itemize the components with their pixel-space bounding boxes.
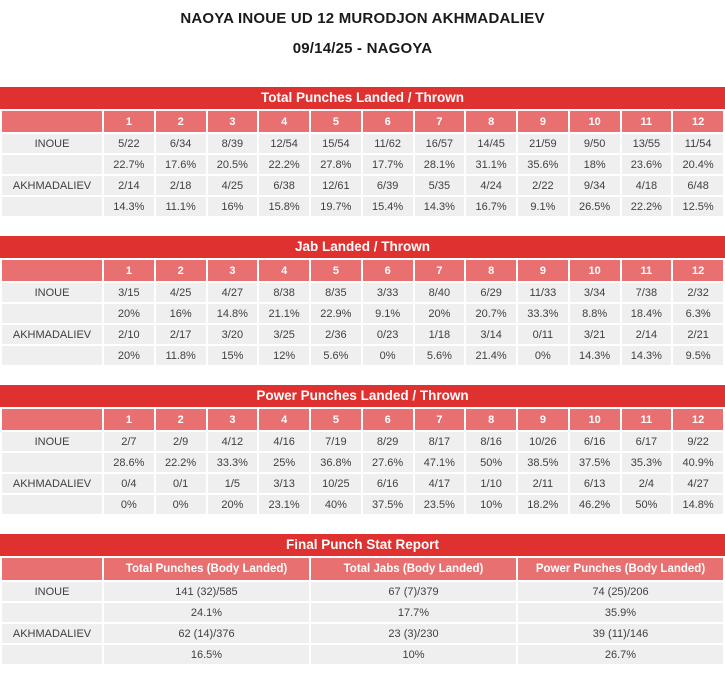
fighter-name-cell: INOUE xyxy=(2,432,102,451)
table-row xyxy=(2,624,723,643)
column-header-cell: 12 xyxy=(673,111,723,132)
column-header-cell: 8 xyxy=(466,111,516,132)
stat-cell: 3/34 xyxy=(570,283,620,302)
fighter-name-cell: INOUE xyxy=(2,582,102,601)
stat-cell: 2/14 xyxy=(104,176,154,195)
stat-cell: 62 (14)/376 xyxy=(104,624,309,643)
stat-grid xyxy=(0,407,725,516)
column-header-cell: 5 xyxy=(311,111,361,132)
stat-cell: 3/33 xyxy=(363,283,413,302)
stat-cell: 47.1% xyxy=(415,453,465,472)
stat-cell: 12% xyxy=(259,346,309,365)
column-header-cell: 9 xyxy=(518,409,568,430)
stat-cell: 2/7 xyxy=(104,432,154,451)
stat-cell: 6/16 xyxy=(363,474,413,493)
stat-cell: 2/4 xyxy=(622,474,672,493)
stat-cell: 25% xyxy=(259,453,309,472)
stat-cell: 11.8% xyxy=(156,346,206,365)
column-header-cell: 5 xyxy=(311,260,361,281)
table-row xyxy=(2,582,723,601)
fighter-name-cell xyxy=(2,155,102,174)
stat-cell: 3/14 xyxy=(466,325,516,344)
column-header-cell: 8 xyxy=(466,260,516,281)
table-title: Jab Landed / Thrown xyxy=(0,236,725,258)
total-punches-table xyxy=(0,87,725,218)
stat-cell: 15.4% xyxy=(363,197,413,216)
stat-cell: 3/15 xyxy=(104,283,154,302)
fighter-name-cell: AKHMADALIEV xyxy=(2,624,102,643)
stat-cell: 4/24 xyxy=(466,176,516,195)
stat-cell: 4/18 xyxy=(622,176,672,195)
table-title: Total Punches Landed / Thrown xyxy=(0,87,725,109)
stat-cell: 24.1% xyxy=(104,603,309,622)
column-header-cell: 6 xyxy=(363,409,413,430)
stat-grid xyxy=(0,258,725,367)
corner-cell xyxy=(2,111,102,132)
stat-cell: 14.3% xyxy=(622,346,672,365)
column-header-cell: 2 xyxy=(156,409,206,430)
stat-cell: 40.9% xyxy=(673,453,723,472)
stat-cell: 10/25 xyxy=(311,474,361,493)
stat-cell: 38.5% xyxy=(518,453,568,472)
stat-cell: 22.2% xyxy=(259,155,309,174)
stat-cell: 0/11 xyxy=(518,325,568,344)
stat-cell: 8/40 xyxy=(415,283,465,302)
stat-cell: 10% xyxy=(311,645,516,664)
stat-cell: 17.7% xyxy=(311,603,516,622)
stat-cell: 6/34 xyxy=(156,134,206,153)
stat-cell: 20% xyxy=(415,304,465,323)
fighter-name-cell xyxy=(2,495,102,514)
column-header-cell: 1 xyxy=(104,260,154,281)
stat-cell: 0% xyxy=(156,495,206,514)
column-header-cell: 9 xyxy=(518,111,568,132)
corner-cell xyxy=(2,260,102,281)
column-header-cell: 1 xyxy=(104,111,154,132)
stat-cell: 33.3% xyxy=(518,304,568,323)
column-header-row xyxy=(2,260,723,281)
fighter-name-cell xyxy=(2,603,102,622)
table-row xyxy=(2,603,723,622)
fighter-name-cell: INOUE xyxy=(2,134,102,153)
stat-cell: 20.5% xyxy=(208,155,258,174)
stat-cell: 18% xyxy=(570,155,620,174)
fighter-name-cell: INOUE xyxy=(2,283,102,302)
column-header-cell: 7 xyxy=(415,260,465,281)
stat-cell: 20.7% xyxy=(466,304,516,323)
stat-cell: 1/18 xyxy=(415,325,465,344)
stat-cell: 8/39 xyxy=(208,134,258,153)
table-row xyxy=(2,134,723,153)
corner-cell xyxy=(2,409,102,430)
stat-cell: 6/39 xyxy=(363,176,413,195)
stat-cell: 4/25 xyxy=(156,283,206,302)
power-punches-table xyxy=(0,385,725,516)
column-header-cell: 7 xyxy=(415,409,465,430)
stat-cell: 26.5% xyxy=(570,197,620,216)
stat-cell: 22.2% xyxy=(622,197,672,216)
stat-cell: 0/4 xyxy=(104,474,154,493)
final-punch-stat-report-table xyxy=(0,534,725,666)
table-row xyxy=(2,304,723,323)
stat-cell: 4/17 xyxy=(415,474,465,493)
table-row xyxy=(2,325,723,344)
stat-cell: 6/38 xyxy=(259,176,309,195)
stat-cell: 23.5% xyxy=(415,495,465,514)
stat-tables xyxy=(0,87,725,666)
fighter-name-cell xyxy=(2,197,102,216)
table-title: Final Punch Stat Report xyxy=(0,534,725,556)
stat-cell: 20.4% xyxy=(673,155,723,174)
stat-cell: 11.1% xyxy=(156,197,206,216)
stat-cell: 3/25 xyxy=(259,325,309,344)
column-header-cell: 11 xyxy=(622,111,672,132)
stat-cell: 8/35 xyxy=(311,283,361,302)
stat-cell: 35.3% xyxy=(622,453,672,472)
stat-cell: 39 (11)/146 xyxy=(518,624,723,643)
stat-cell: 6/17 xyxy=(622,432,672,451)
stat-cell: 2/21 xyxy=(673,325,723,344)
stat-cell: 0% xyxy=(104,495,154,514)
stat-cell: 20% xyxy=(208,495,258,514)
stat-cell: 14.3% xyxy=(415,197,465,216)
column-header-cell: 12 xyxy=(673,260,723,281)
stat-cell: 9.5% xyxy=(673,346,723,365)
stat-cell: 12.5% xyxy=(673,197,723,216)
column-header-cell: Total Punches (Body Landed) xyxy=(104,558,309,580)
stat-cell: 2/17 xyxy=(156,325,206,344)
stat-cell: 46.2% xyxy=(570,495,620,514)
stat-cell: 6/29 xyxy=(466,283,516,302)
column-header-cell: 1 xyxy=(104,409,154,430)
stat-cell: 4/12 xyxy=(208,432,258,451)
stat-cell: 16% xyxy=(208,197,258,216)
stat-cell: 17.7% xyxy=(363,155,413,174)
fight-title: NAOYA INOUE UD 12 MURODJON AKHMADALIEV xyxy=(180,10,545,27)
stat-cell: 4/25 xyxy=(208,176,258,195)
stat-cell: 9/22 xyxy=(673,432,723,451)
stat-cell: 9/50 xyxy=(570,134,620,153)
stat-cell: 17.6% xyxy=(156,155,206,174)
stat-cell: 16% xyxy=(156,304,206,323)
stat-cell: 8/17 xyxy=(415,432,465,451)
stat-cell: 0% xyxy=(518,346,568,365)
column-header-cell: Total Jabs (Body Landed) xyxy=(311,558,516,580)
stat-cell: 10/26 xyxy=(518,432,568,451)
stat-cell: 20% xyxy=(104,304,154,323)
stat-cell: 31.1% xyxy=(466,155,516,174)
stat-cell: 5/22 xyxy=(104,134,154,153)
stat-cell: 9.1% xyxy=(518,197,568,216)
stat-cell: 5.6% xyxy=(415,346,465,365)
stat-cell: 50% xyxy=(622,495,672,514)
table-row xyxy=(2,155,723,174)
stat-cell: 2/9 xyxy=(156,432,206,451)
fighter-name-cell xyxy=(2,304,102,323)
stat-cell: 27.8% xyxy=(311,155,361,174)
table-row xyxy=(2,495,723,514)
stat-cell: 14.3% xyxy=(104,197,154,216)
stat-cell: 8/16 xyxy=(466,432,516,451)
stat-cell: 14.8% xyxy=(673,495,723,514)
stat-cell: 12/54 xyxy=(259,134,309,153)
fighter-name-cell xyxy=(2,645,102,664)
stat-cell: 36.8% xyxy=(311,453,361,472)
fighter-name-cell: AKHMADALIEV xyxy=(2,325,102,344)
stat-cell: 1/5 xyxy=(208,474,258,493)
stat-cell: 10% xyxy=(466,495,516,514)
stat-cell: 2/14 xyxy=(622,325,672,344)
column-header-cell: 3 xyxy=(208,111,258,132)
stat-cell: 40% xyxy=(311,495,361,514)
stat-cell: 23.6% xyxy=(622,155,672,174)
stat-cell: 26.7% xyxy=(518,645,723,664)
stat-cell: 22.2% xyxy=(156,453,206,472)
stat-cell: 13/55 xyxy=(622,134,672,153)
stat-cell: 1/10 xyxy=(466,474,516,493)
stat-cell: 28.1% xyxy=(415,155,465,174)
jab-table xyxy=(0,236,725,367)
stat-cell: 9.1% xyxy=(363,304,413,323)
column-header-cell: 6 xyxy=(363,111,413,132)
column-header-cell: 8 xyxy=(466,409,516,430)
column-header-row xyxy=(2,558,723,580)
stat-cell: 2/36 xyxy=(311,325,361,344)
stat-cell: 16/57 xyxy=(415,134,465,153)
stat-cell: 2/10 xyxy=(104,325,154,344)
stat-cell: 141 (32)/585 xyxy=(104,582,309,601)
stat-cell: 67 (7)/379 xyxy=(311,582,516,601)
stat-cell: 4/27 xyxy=(208,283,258,302)
column-header-cell: 10 xyxy=(570,409,620,430)
stat-cell: 35.9% xyxy=(518,603,723,622)
stat-cell: 16.7% xyxy=(466,197,516,216)
stat-cell: 12/61 xyxy=(311,176,361,195)
stat-cell: 0/23 xyxy=(363,325,413,344)
stat-cell: 6/16 xyxy=(570,432,620,451)
stat-cell: 23.1% xyxy=(259,495,309,514)
column-header-cell: 10 xyxy=(570,260,620,281)
stat-cell: 5.6% xyxy=(311,346,361,365)
stat-cell: 2/32 xyxy=(673,283,723,302)
table-title: Power Punches Landed / Thrown xyxy=(0,385,725,407)
column-header-cell: 4 xyxy=(259,260,309,281)
stat-cell: 6.3% xyxy=(673,304,723,323)
stat-cell: 14/45 xyxy=(466,134,516,153)
stat-cell: 5/35 xyxy=(415,176,465,195)
table-row xyxy=(2,346,723,365)
stat-cell: 37.5% xyxy=(363,495,413,514)
stat-cell: 4/16 xyxy=(259,432,309,451)
stat-cell: 28.6% xyxy=(104,453,154,472)
stat-cell: 21.4% xyxy=(466,346,516,365)
stat-cell: 0/1 xyxy=(156,474,206,493)
fight-date-location: 09/14/25 - NAGOYA xyxy=(292,40,433,57)
stat-cell: 22.7% xyxy=(104,155,154,174)
stat-grid xyxy=(0,109,725,218)
column-header-cell: Power Punches (Body Landed) xyxy=(518,558,723,580)
column-header-cell: 4 xyxy=(259,111,309,132)
fighter-name-cell: AKHMADALIEV xyxy=(2,176,102,195)
stat-cell: 3/13 xyxy=(259,474,309,493)
stat-cell: 16.5% xyxy=(104,645,309,664)
stat-cell: 21/59 xyxy=(518,134,568,153)
column-header-row xyxy=(2,111,723,132)
stat-cell: 23 (3)/230 xyxy=(311,624,516,643)
table-row xyxy=(2,453,723,472)
table-row xyxy=(2,176,723,195)
stat-cell: 35.6% xyxy=(518,155,568,174)
column-header-cell: 5 xyxy=(311,409,361,430)
column-header-cell: 9 xyxy=(518,260,568,281)
stat-cell: 33.3% xyxy=(208,453,258,472)
stat-cell: 14.8% xyxy=(208,304,258,323)
stat-cell: 19.7% xyxy=(311,197,361,216)
stat-cell: 8.8% xyxy=(570,304,620,323)
stat-cell: 21.1% xyxy=(259,304,309,323)
stat-cell: 15% xyxy=(208,346,258,365)
stat-cell: 11/33 xyxy=(518,283,568,302)
stat-cell: 50% xyxy=(466,453,516,472)
stat-cell: 6/48 xyxy=(673,176,723,195)
page-header xyxy=(0,0,725,57)
column-header-cell: 11 xyxy=(622,260,672,281)
stat-cell: 27.6% xyxy=(363,453,413,472)
stat-cell: 6/13 xyxy=(570,474,620,493)
column-header-cell: 3 xyxy=(208,409,258,430)
column-header-cell: 7 xyxy=(415,111,465,132)
stat-cell: 74 (25)/206 xyxy=(518,582,723,601)
stat-cell: 9/34 xyxy=(570,176,620,195)
stat-cell: 22.9% xyxy=(311,304,361,323)
stat-cell: 0% xyxy=(363,346,413,365)
column-header-row xyxy=(2,409,723,430)
stat-cell: 18.2% xyxy=(518,495,568,514)
table-row xyxy=(2,432,723,451)
column-header-cell: 2 xyxy=(156,260,206,281)
column-header-cell: 10 xyxy=(570,111,620,132)
stat-cell: 37.5% xyxy=(570,453,620,472)
stat-cell: 2/11 xyxy=(518,474,568,493)
column-header-cell: 3 xyxy=(208,260,258,281)
table-row xyxy=(2,474,723,493)
stat-cell: 18.4% xyxy=(622,304,672,323)
column-header-cell: 12 xyxy=(673,409,723,430)
column-header-cell: 11 xyxy=(622,409,672,430)
stat-cell: 2/22 xyxy=(518,176,568,195)
stat-cell: 2/18 xyxy=(156,176,206,195)
stat-cell: 11/54 xyxy=(673,134,723,153)
fighter-name-cell: AKHMADALIEV xyxy=(2,474,102,493)
table-row xyxy=(2,283,723,302)
stat-cell: 14.3% xyxy=(570,346,620,365)
stat-cell: 7/38 xyxy=(622,283,672,302)
column-header-cell: 4 xyxy=(259,409,309,430)
stat-cell: 20% xyxy=(104,346,154,365)
stat-cell: 15.8% xyxy=(259,197,309,216)
stat-cell: 11/62 xyxy=(363,134,413,153)
stat-cell: 15/54 xyxy=(311,134,361,153)
column-header-cell: 2 xyxy=(156,111,206,132)
stat-cell: 7/19 xyxy=(311,432,361,451)
table-row xyxy=(2,197,723,216)
corner-cell xyxy=(2,558,102,580)
stat-cell: 8/38 xyxy=(259,283,309,302)
stat-grid xyxy=(0,556,725,666)
fighter-name-cell xyxy=(2,453,102,472)
stat-cell: 8/29 xyxy=(363,432,413,451)
stat-cell: 3/20 xyxy=(208,325,258,344)
stat-cell: 3/21 xyxy=(570,325,620,344)
fighter-name-cell xyxy=(2,346,102,365)
table-row xyxy=(2,645,723,664)
column-header-cell: 6 xyxy=(363,260,413,281)
stat-cell: 4/27 xyxy=(673,474,723,493)
